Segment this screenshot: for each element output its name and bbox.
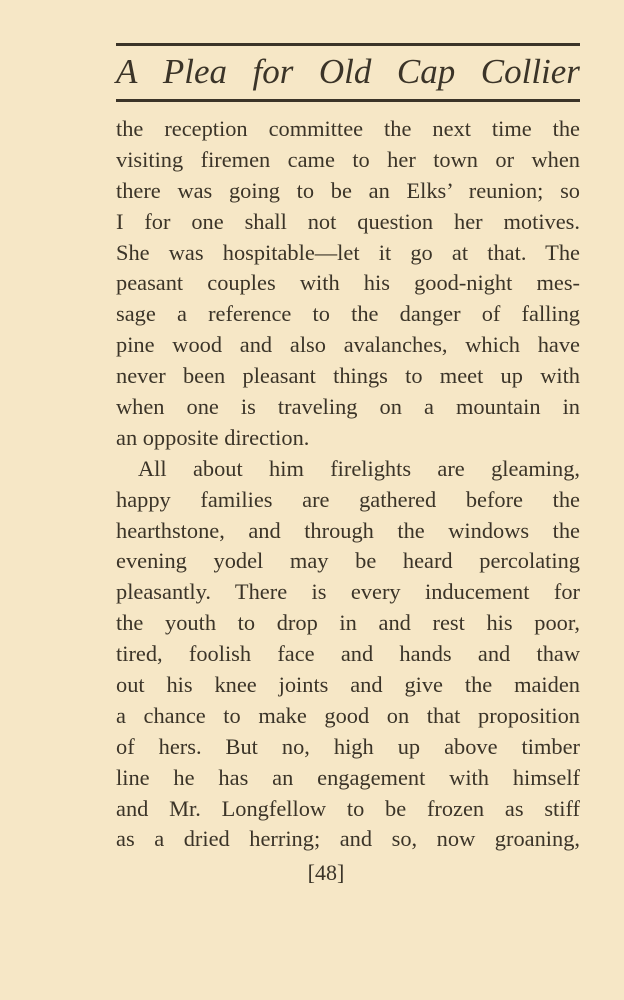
- text-line: there was going to be an Elks’ reunion; so: [116, 177, 580, 203]
- text-line: evening yodel may be heard percolating: [116, 548, 580, 574]
- text-line: visiting firemen came to her town or when: [116, 146, 580, 172]
- text-line: All about him firelights are gleaming,: [138, 455, 580, 481]
- text-line: tired, foolish face and hands and thaw: [116, 641, 580, 667]
- text-line: the youth to drop in and rest his poor,: [116, 610, 580, 636]
- text-line: out his knee joints and give the maiden: [116, 672, 580, 698]
- text-line: happy families are gathered before the: [116, 486, 580, 512]
- title-word: Old: [318, 52, 372, 91]
- body-text: [116, 114, 580, 855]
- title-word: for: [252, 52, 294, 91]
- running-title: [116, 50, 580, 94]
- header-rule-bottom: [116, 99, 580, 102]
- text-line: I for one shall not question her motives.: [116, 208, 580, 234]
- text-line: pine wood and also avalanches, which have: [116, 332, 580, 358]
- title-word: Collier: [480, 52, 580, 91]
- text-line: hearthstone, and through the windows the: [116, 517, 580, 543]
- text-line: She was hospitable—let it go at that. The: [116, 239, 580, 265]
- text-line: line he has an engagement with himself: [116, 764, 580, 790]
- text-line: sage a reference to the danger of falling: [116, 301, 580, 327]
- header-rule-top: [116, 43, 580, 46]
- text-line: when one is traveling on a mountain in: [116, 394, 580, 420]
- text-line: of hers. But no, high up above timber: [116, 733, 580, 759]
- text-line: the reception committee the next time the: [116, 116, 580, 141]
- text-line: never been pleasant things to meet up with: [116, 363, 580, 389]
- title-word: A: [116, 52, 138, 91]
- page-number: [48]: [307, 860, 345, 885]
- text-line: peasant couples with his good-night mes-: [116, 270, 580, 296]
- text-line: a chance to make good on that proposition: [116, 702, 580, 728]
- text-line: as a dried herring; and so, now groaning,: [116, 826, 580, 852]
- title-word: Plea: [162, 52, 228, 91]
- text-line: an opposite direction.: [116, 424, 310, 450]
- text-line: and Mr. Longfellow to be frozen as stiff: [116, 795, 580, 821]
- text-line: pleasantly. There is every inducement for: [116, 579, 580, 605]
- title-word: Cap: [396, 52, 456, 91]
